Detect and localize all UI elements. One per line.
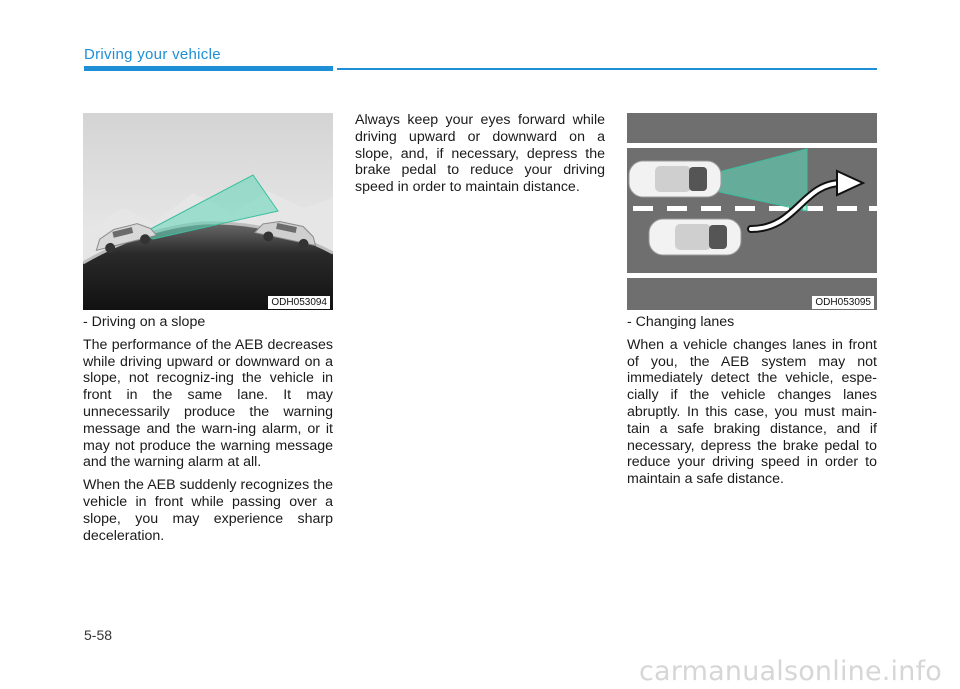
car-on-slope-illustration-icon — [83, 113, 333, 310]
column-driving-on-slope — [83, 314, 333, 550]
figure-code-label: ODH053094 — [268, 296, 330, 309]
figure-lanes — [627, 113, 877, 310]
figure-code-label: ODH053095 — [812, 296, 874, 309]
subheading-driving-on-slope: - Driving on a slope — [83, 314, 206, 330]
watermark: carmanualsonline.info — [639, 656, 942, 687]
column-changing-lanes — [627, 314, 877, 494]
paragraph: Always keep your eyes forward while driving upward or downward on a slope, and, if necessary, depress the brake pedal to reduce your driving speed in order to maintain distance. — [355, 112, 605, 196]
paragraph: When the AEB suddenly recognizes the vehicle in front while passing over a slope, you may experience sharp deceleration. — [83, 477, 333, 544]
page-number: 5-58 — [84, 627, 113, 643]
header-rule-thick — [84, 66, 333, 71]
lane-change-illustration-icon — [627, 113, 877, 310]
figure-slope — [83, 113, 333, 310]
section-title: Driving your vehicle — [84, 46, 221, 63]
subheading-changing-lanes: - Changing lanes — [627, 314, 735, 330]
paragraph: When a vehicle changes lanes in front of you, the AEB system may not immediately detect the vehicle, espe-cially if the vehicle changes lanes abruptly. In this case, you must main-tain a safe braking distance, and if necessary, depress the brake pedal to reduce your driving speed in order to maintain a safe distance. — [627, 336, 877, 488]
column-keep-eyes-forward — [355, 112, 605, 202]
header-rule-thin — [337, 68, 877, 70]
paragraph: The performance of the AEB decreases while driving upward or downward on a slope, not recogniz-ing the vehicle in front in the same lane. It may unnecessarily produce the warning message and the warn-ing alarm, or it may not produce the warning message and the warning alarm at all. — [83, 336, 333, 471]
